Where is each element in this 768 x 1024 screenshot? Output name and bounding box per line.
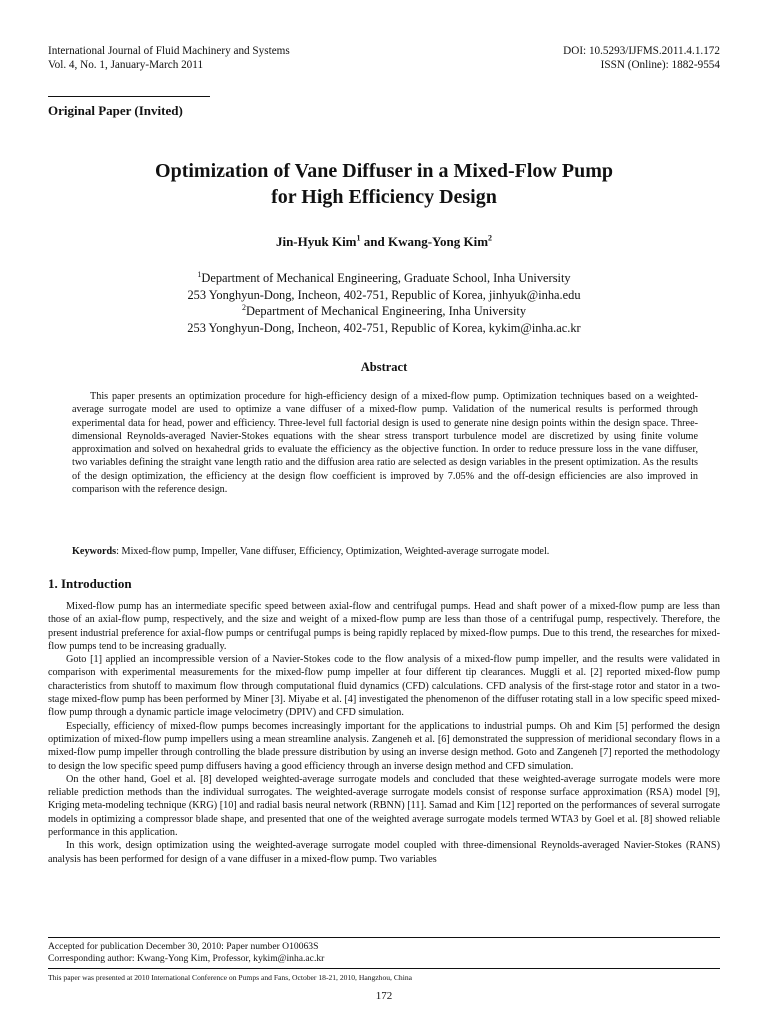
affiliations	[0, 270, 768, 336]
abstract-heading: Abstract	[360, 360, 408, 374]
issn: ISSN (Online): 1882-9554	[600, 59, 720, 71]
paragraph: On the other hand, Goel et al. [8] developed weighted-average surrogate models and concluded that these weighted-average surrogate models were more reliable prediction methods than the individual surrogates. The weighted-average surrogate models consist of response surface approximation (RSA) model [9], Kriging meta-modeling technique (KRG) [10] and radial basis neural network (RBNN) [11]. Samad and Kim [12] reported on the performances of several surrogate models in optimizing a compressor blade shape, and presented that one of the weighted average surrogate models termed WTA3 by Goel et al. [8] showed reliable performance in this application.	[48, 773, 720, 839]
footnote-divider-2	[48, 968, 720, 969]
affiliation-2-address: 253 Yonghyun-Dong, Incheon, 402-751, Republic of Korea, kykim@inha.ac.kr	[187, 320, 581, 335]
paper-title	[0, 158, 768, 210]
title-line-2: for High Efficiency Design	[271, 186, 497, 208]
journal-name: International Journal of Fluid Machinery and Systems	[48, 45, 290, 57]
authors	[0, 234, 768, 250]
doi-header	[563, 44, 720, 72]
title-line-1: Optimization of Vane Diffuser in a Mixed-Flow Pump	[155, 160, 613, 182]
paragraph: Mixed-flow pump has an intermediate specific speed between axial-flow and centrifugal pumps. Head and shaft power of a mixed-flow pump are less than those of an axial-flow pump, respectively, and the size and weight of a mixed-flow pump are less than those of a centrifugal pump, respectively. Therefore, the present industrial preference for axial-flow pumps or centrifugal pumps is being rapidly replaced by mixed-flow pumps. Due to this trend, the researches for mixed-flow pumps tend to be increasing gradually.	[48, 601, 720, 652]
keywords-list: : Mixed-flow pump, Impeller, Vane diffuser, Efficiency, Optimization, Weighted-average surrogate model.	[116, 546, 550, 557]
footnote-accepted: Accepted for publication December 30, 2010: Paper number O10063S	[48, 941, 319, 952]
paragraph: Especially, efficiency of mixed-flow pumps becomes increasingly important for the applications to industrial pumps. Oh and Kim [5] performed the design optimization of mixed-flow pump impellers using a mean streamline analysis. Zangeneh et al. [6] demonstrated the suppression of meridional secondary flows in a mixed-flow pump impeller through controlling the blade pressure distribution by using an inverse design method. Goto and Zangeneh [7] reported the methodology to design the low specific speed pump diffusers having a good efficiency through an inverse design method and CFD simulation.	[48, 720, 720, 772]
footnote-corresponding: Corresponding author: Kwang-Yong Kim, Professor, kykim@inha.ac.kr	[48, 953, 325, 964]
affiliation-1-address: 253 Yonghyun-Dong, Incheon, 402-751, Republic of Korea, jinhyuk@inha.edu	[187, 287, 581, 302]
journal-volume: Vol. 4, No. 1, January-March 2011	[48, 59, 204, 71]
author-2-affil-marker: 2	[488, 233, 493, 243]
doi: DOI: 10.5293/IJFMS.2011.4.1.172	[563, 45, 720, 57]
affiliation-1-dept: $^1$Department of Mechanical Engineering, Graduate School, Inha University	[197, 269, 571, 285]
keywords-label: Keywords	[72, 546, 117, 557]
author-1: Jin-Hyuk Kim	[275, 234, 357, 249]
journal-header	[48, 44, 290, 72]
keywords	[72, 545, 698, 558]
introduction-body	[48, 600, 720, 866]
footnote-presented: This paper was presented at 2010 International Conference on Pumps and Fans, October 18-21, 2010, Hangzhou, China	[48, 973, 412, 982]
author-2: Kwang-Yong Kim	[387, 234, 489, 249]
paper-type-label: Original Paper (Invited)	[48, 96, 210, 119]
section-heading-introduction: 1. Introduction	[48, 576, 132, 591]
page-number: 172	[375, 990, 393, 1002]
paragraph: Goto [1] applied an incompressible version of a Navier-Stokes code to the flow analysis of a mixed-flow pump impeller, and the results were validated in comparison with experimental measurements for the mixed-flow pump impeller at four different tip clearances. Muggli et al. [2] reported mixed-flow pump characteristics from shutoff to maximum flow through computational fluid dynamics (CFD) calculations. CFD analysis of the first-stage rotor and stator in a two-stage mixed-flow pump has been performed by Miner [3]. Miyabe et al. [4] investigated the phenomenon of the diffuser rotating stall in a low specific speed mixed-flow pump through a dynamic particle image velocimetry (DPIV) and CFD simulation.	[48, 654, 720, 719]
author-1-affil-marker: 1	[356, 233, 361, 243]
paragraph: In this work, design optimization using the weighted-average surrogate model coupled with three-dimensional Reynolds-averaged Navier-Stokes (RANS) analysis has been performed for design of a vane diffuser in a mixed-flow pump. Two variables	[48, 840, 720, 865]
abstract-text: This paper presents an optimization procedure for high-efficiency design of a mixed-flow pump. Optimization techniques based on a weighted-average surrogate model are used to optimize a vane diffuser of a mixed-flow pump. Validation of the numerical results is performed through experimental data for head, power and efficiency. Three-level full factorial design is used to generate nine design points within the design space. Three-dimensional Reynolds-averaged Navier-Stokes equations with the shear stress transport turbulence model are discretized by using finite volume approximation and solved on hexahedral grids to evaluate the efficiency as the objective function. In order to reduce pressure loss in the vane diffuser, two variables defining the straight vane length ratio and the diffusion area ratio are selected as design variables in the present optimization. As the results of the design optimization, the efficiency at the design flow coefficient is improved by 7.05% and the off-design efficiencies are also improved in comparison with the reference design.	[72, 391, 698, 496]
affiliation-2-dept: $^2$Department of Mechanical Engineering, Inha University	[241, 302, 527, 318]
author-conjunction: and	[360, 234, 388, 249]
footnote-divider	[48, 937, 720, 938]
